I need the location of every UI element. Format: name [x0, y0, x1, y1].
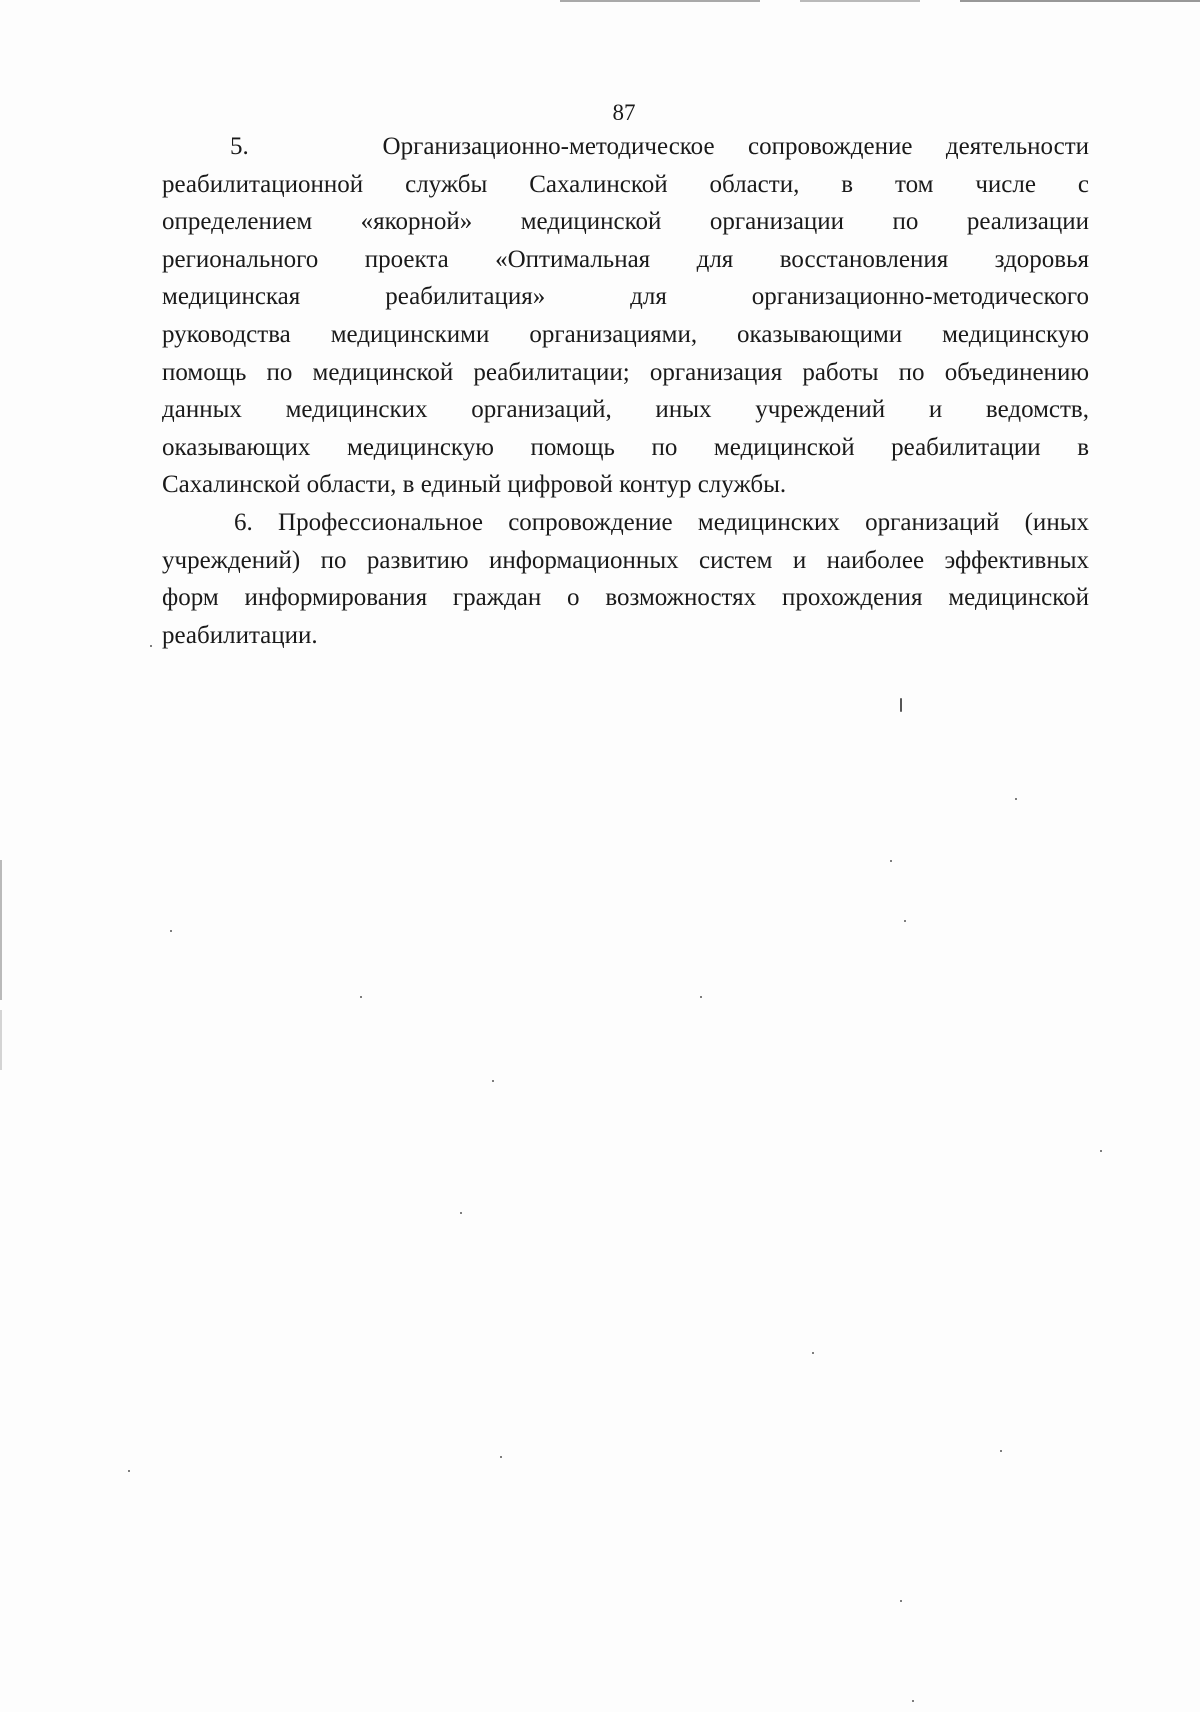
scan-speck	[128, 1470, 130, 1472]
scan-speck	[904, 920, 906, 922]
scan-speck	[150, 645, 152, 647]
text-line: помощь по медицинской реабилитации; организация работы по объединению	[162, 358, 1089, 386]
scan-edge-top	[960, 0, 1200, 2]
scan-speck	[1100, 1150, 1102, 1152]
text-line: учреждений) по развитию информационных систем и наиболее эффективных	[162, 546, 1089, 574]
scan-edge-left	[0, 1010, 2, 1070]
scan-speck	[460, 1212, 462, 1214]
scan-edge-top	[800, 0, 920, 2]
scan-speck	[360, 996, 362, 998]
document-body	[162, 128, 1089, 654]
text-line: регионального проекта «Оптимальная для восстановления здоровья	[162, 245, 1089, 273]
scan-speck	[700, 996, 702, 998]
scan-speck	[1000, 1450, 1002, 1452]
scan-speck	[900, 698, 902, 712]
page-number: 87	[612, 100, 636, 125]
text-line: оказывающих медицинскую помощь по медицинской реабилитации в	[162, 433, 1089, 461]
text-line: 6. Профессиональное сопровождение медицинских организаций (иных	[234, 508, 1089, 536]
scan-speck	[890, 860, 892, 862]
text-line: форм информирования граждан о возможностях прохождения медицинской	[162, 584, 1089, 612]
scan-speck	[170, 930, 172, 932]
text-line: медицинская реабилитация» для организационно-методического	[162, 283, 1089, 311]
scan-edge-top	[560, 0, 760, 2]
scan-speck	[912, 1700, 914, 1702]
text-line: 5. Организационно-методическое сопровождение деятельности	[230, 133, 1089, 160]
scan-speck	[900, 1600, 902, 1602]
text-line: данных медицинских организаций, иных учреждений и ведомств,	[162, 396, 1089, 424]
scan-edge-left	[0, 860, 2, 1000]
scan-speck	[812, 1352, 814, 1354]
text-line: руководства медицинскими организациями, оказывающими медицинскую	[162, 320, 1089, 348]
text-line: реабилитационной службы Сахалинской области, в том числе с	[162, 170, 1089, 198]
text-line: определением «якорной» медицинской организации по реализации	[162, 208, 1089, 236]
text-line: Сахалинской области, в единый цифровой контур службы.	[162, 471, 787, 499]
scan-speck	[1015, 798, 1017, 800]
text-line: реабилитации.	[162, 621, 318, 649]
scan-speck	[500, 1456, 502, 1458]
scan-speck	[492, 1080, 494, 1082]
